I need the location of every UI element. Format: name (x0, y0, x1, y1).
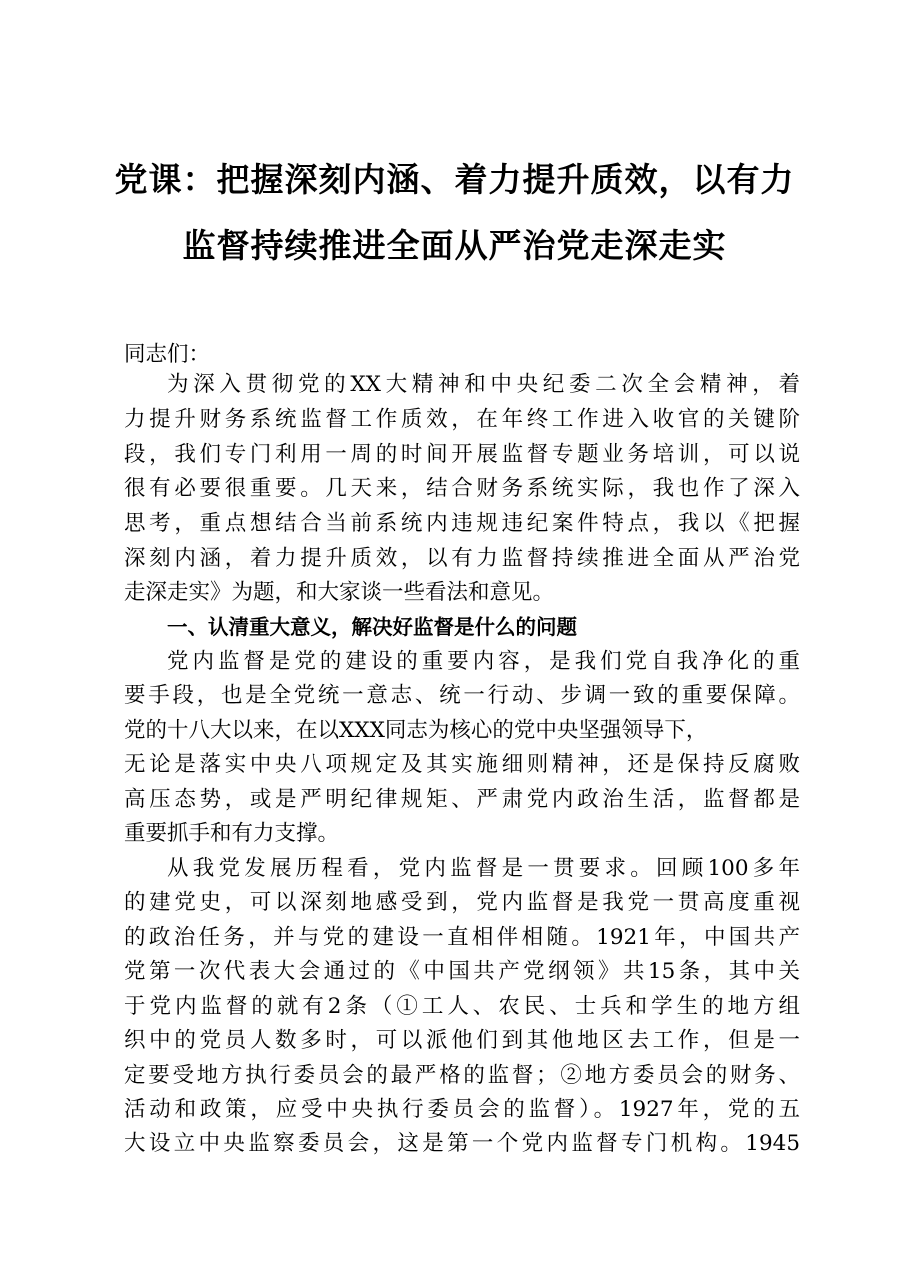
paragraph-line: 活动和政策，应受中央执行委员会的监督）。1927年，党的五 (124, 1097, 800, 1122)
paragraph-line: 深刻内涵，着力提升质效，以有力监督持续推进全面从严治党 (124, 546, 800, 571)
section-heading: 一、认清重大意义，解决好监督是什么的问题 (167, 615, 577, 639)
paragraph-line: 无论是落实中央八项规定及其实施细则精神，还是保持反腐败 (124, 752, 800, 777)
document-title-line-1: 党课：把握深刻内涵、着力提升质效，以有力 (114, 160, 795, 199)
paragraph-line: 的政治任务，并与党的建设一直相伴相随。1921年，中国共产 (124, 925, 800, 950)
paragraph-line: 于党内监督的就有2条（①工人、农民、士兵和学生的地方组 (124, 994, 800, 1019)
paragraph-line: 思考，重点想结合当前系统内违规违纪案件特点，我以《把握 (124, 511, 800, 536)
paragraph-line: 力提升财务系统监督工作质效，在年终工作进入收官的关键阶 (124, 407, 800, 432)
paragraph-line: 党的十八大以来，在以XXX同志为核心的党中央坚强领导下， (124, 718, 708, 743)
paragraph-line: 要手段，也是全党统一意志、统一行动、步调一致的重要保障。 (124, 683, 800, 708)
paragraph-line: 定要受地方执行委员会的最严格的监督；②地方委员会的财务、 (124, 1063, 800, 1088)
paragraph-line: 党第一次代表大会通过的《中国共产党纲领》共15条，其中关 (124, 959, 800, 984)
paragraph-line: 很有必要很重要。几天来，结合财务系统实际，我也作了深入 (124, 476, 800, 501)
paragraph-line: 为深入贯彻党的XX大精神和中央纪委二次全会精神，着 (167, 372, 800, 397)
paragraph-line: 的建党史，可以深刻地感受到，党内监督是我党一贯高度重视 (124, 890, 800, 915)
paragraph-line: 党内监督是党的建设的重要内容，是我们党自我净化的重 (167, 649, 800, 674)
document-title-line-2: 监督持续推进全面从严治党走深走实 (182, 226, 727, 265)
paragraph-line: 织中的党员人数多时，可以派他们到其他地区去工作，但是一 (124, 1028, 800, 1053)
paragraph-line: 走深走实》为题，和大家谈一些看法和意见。 (124, 580, 555, 605)
paragraph-line: 大设立中央监察委员会，这是第一个党内监督专门机构。1945 (124, 1131, 800, 1156)
paragraph-line: 从我党发展历程看，党内监督是一贯要求。回顾100多年 (167, 856, 800, 881)
paragraph-line: 段，我们专门利用一周的时间开展监督专题业务培训，可以说 (124, 442, 800, 467)
salutation: 同志们： (124, 342, 211, 367)
paragraph-line: 高压态势，或是严明纪律规矩、严肃党内政治生活，监督都是 (124, 787, 800, 812)
paragraph-line: 重要抓手和有力支撑。 (124, 821, 340, 846)
